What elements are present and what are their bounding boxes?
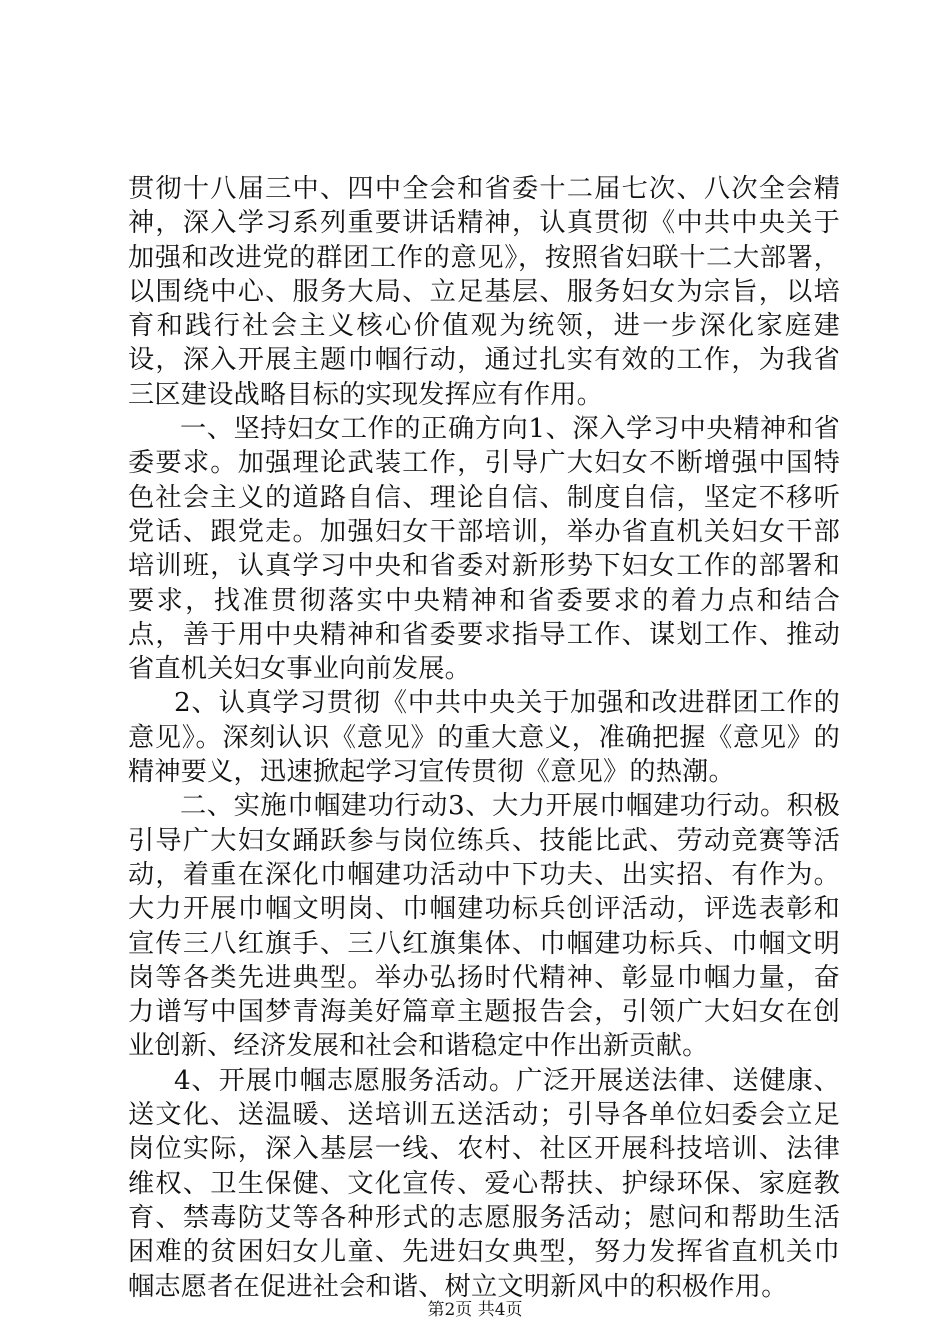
document-body [128, 172, 840, 1304]
paragraph-section-one: 一、坚持妇女工作的正确方向1、深入学习中央精神和省委要求。加强理论武装工作，引导广大妇女不断增强中国特色社会主义的道路自信、理论自信、制度自信，坚定不移听党话、跟党走。加强妇女干部培训，举办省直机关妇女干部培训班，认真学习中央和省委对新形势下妇女工作的部署和要求，找准贯彻落实中央精神和省委要求的着力点和结合点，善于用中央精神和省委要求指导工作、谋划工作、推动省直机关妇女事业向前发展。 [128, 414, 840, 685]
paragraph-item-two: 2、认真学习贯彻《中共中央关于加强和改进群团工作的意见》。深刻认识《意见》的重大意义，准确把握《意见》的精神要义，迅速掀起学习宣传贯彻《意见》的热潮。 [128, 688, 840, 788]
paragraph-section-two: 二、实施巾帼建功行动3、大力开展巾帼建功行动。积极引导广大妇女踊跃参与岗位练兵、技能比武、劳动竞赛等活动，着重在深化巾帼建功活动中下功夫、出实招、有作为。大力开展巾帼文明岗、巾帼建功标兵创评活动，评选表彰和宣传三八红旗手、三八红旗集体、巾帼建功标兵、巾帼文明岗等各类先进典型。举办弘扬时代精神、彰显巾帼力量，奋力谱写中国梦青海美好篇章主题报告会，引领广大妇女在创业创新、经济发展和社会和谐稳定中作出新贡献。 [128, 791, 840, 1062]
paragraph-intro: 贯彻十八届三中、四中全会和省委十二届七次、八次全会精神，深入学习系列重要讲话精神，认真贯彻《中共中央关于加强和改进党的群团工作的意见》，按照省妇联十二大部署，以围绕中心、服务大局、立足基层、服务妇女为宗旨，以培育和践行社会主义核心价值观为统领，进一步深化家庭建设，深入开展主题巾帼行动，通过扎实有效的工作，为我省三区建设战略目标的实现发挥应有作用。 [128, 174, 840, 410]
page-number-footer: 第2页 共4页 [427, 1300, 523, 1320]
paragraph-item-four: 4、开展巾帼志愿服务活动。广泛开展送法律、送健康、送文化、送温暖、送培训五送活动；引导各单位妇委会立足岗位实际，深入基层一线、农村、社区开展科技培训、法律维权、卫生保健、文化宣传、爱心帮扶、护绿环保、家庭教育、禁毒防艾等各种形式的志愿服务活动；慰问和帮助生活困难的贫困妇女儿童、先进妇女典型，努力发挥省直机关巾帼志愿者在促进社会和谐、树立文明新风中的积极作用。 [128, 1065, 840, 1302]
